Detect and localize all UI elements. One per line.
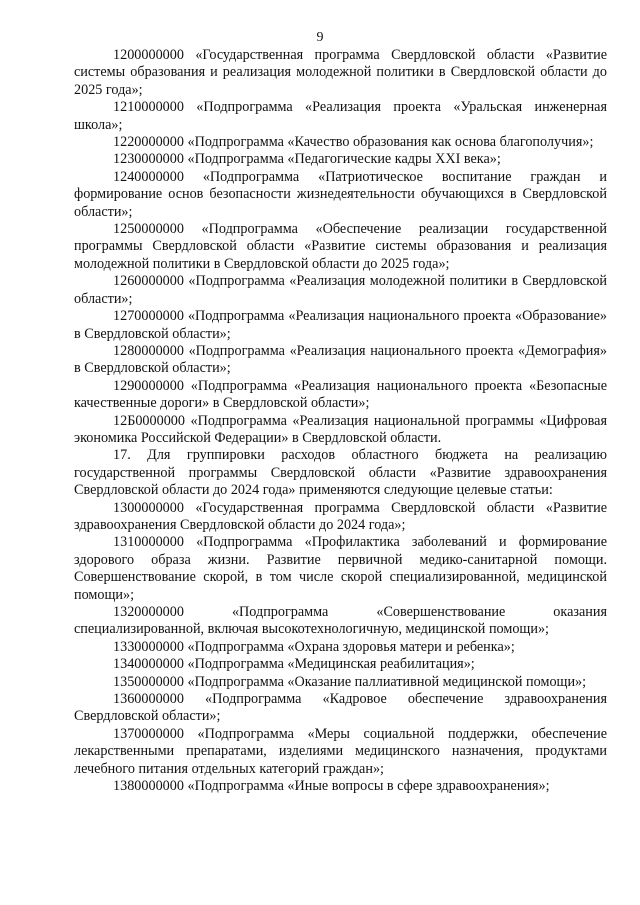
paragraph-1380000000: 1380000000 «Подпрограмма «Иные вопросы в сфере здравоохранения»; — [113, 778, 550, 795]
paragraph-1220000000: 1220000000 «Подпрограмма «Качество образования как основа благополучия»; — [113, 134, 594, 151]
paragraph-1290000000: 1290000000 «Подпрограмма «Реализация национального проекта «Безопасные качественные дороги» в Свердловской области»; — [74, 377, 607, 412]
paragraph-1370000000: 1370000000 «Подпрограмма «Меры социальной поддержки, обеспечение лекарственными препаратами, изделиями медицинского назначения, продуктами лечебного питания отдельных категорий граждан»; — [74, 725, 607, 777]
paragraph-1230000000: 1230000000 «Подпрограмма «Педагогические кадры XXI века»; — [113, 151, 501, 168]
paragraph-1320000000: 1320000000 «Подпрограмма «Совершенствование оказания специализированной, включая высокотехнологичную, медицинской помощи»; — [74, 604, 607, 638]
paragraph-1310000000: 1310000000 «Подпрограмма «Профилактика заболеваний и формирование здорового образа жизни. Развитие первичной медико-санитарной помощи. Совершенствование скорой, в том числе скорой специализированной, медицинской помощи»; — [74, 534, 607, 603]
paragraph-1250000000: 1250000000 «Подпрограмма «Обеспечение реализации государственной программы Свердловской области «Развитие системы образования и реализация молодежной политики в Свердловской области до 2025 года»; — [74, 221, 607, 272]
paragraph-section-17: 17. Для группировки расходов областного бюджета на реализацию государственной программы Свердловской области «Развитие здравоохранения Свердловской области до 2024 года» применяются следующие целевые статьи: — [74, 447, 607, 499]
paragraph-1350000000: 1350000000 «Подпрограмма «Оказание паллиативной медицинской помощи»; — [113, 673, 587, 690]
paragraph-1300000000: 1300000000 «Государственная программа Свердловской области «Развитие здравоохранения Свердловской области до 2024 года»; — [74, 499, 607, 533]
paragraph-1200000000: 1200000000 «Государственная программа Свердловской области «Развитие системы образования и реализация молодежной политики в Свердловской области до 2025 года»; — [74, 47, 607, 98]
document-body — [74, 47, 607, 795]
paragraph-1360000000: 1360000000 «Подпрограмма «Кадровое обеспечение здравоохранения Свердловской области»; — [74, 691, 607, 725]
paragraph-1340000000: 1340000000 «Подпрограмма «Медицинская реабилитация»; — [113, 656, 475, 673]
paragraph-1280000000: 1280000000 «Подпрограмма «Реализация национального проекта «Демография» в Свердловской области»; — [74, 342, 607, 377]
paragraph-1210000000: 1210000000 «Подпрограмма «Реализация проекта «Уральская инженерная школа»; — [74, 99, 607, 133]
paragraph-1330000000: 1330000000 «Подпрограмма «Охрана здоровья матери и ребенка»; — [113, 638, 515, 655]
paragraph-1270000000: 1270000000 «Подпрограмма «Реализация национального проекта «Образование» в Свердловской области»; — [74, 308, 607, 342]
paragraph-1260000000: 1260000000 «Подпрограмма «Реализация молодежной политики в Свердловской области»; — [74, 273, 607, 307]
paragraph-12b0000000: 12Б0000000 «Подпрограмма «Реализация национальной программы «Цифровая экономика Российской Федерации» в Свердловской области. — [74, 412, 607, 446]
page-number: 9 — [316, 30, 324, 45]
paragraph-1240000000: 1240000000 «Подпрограмма «Патриотическое воспитание граждан и формирование основ безопасности жизнедеятельности обучающихся в Свердловской области»; — [74, 168, 607, 220]
